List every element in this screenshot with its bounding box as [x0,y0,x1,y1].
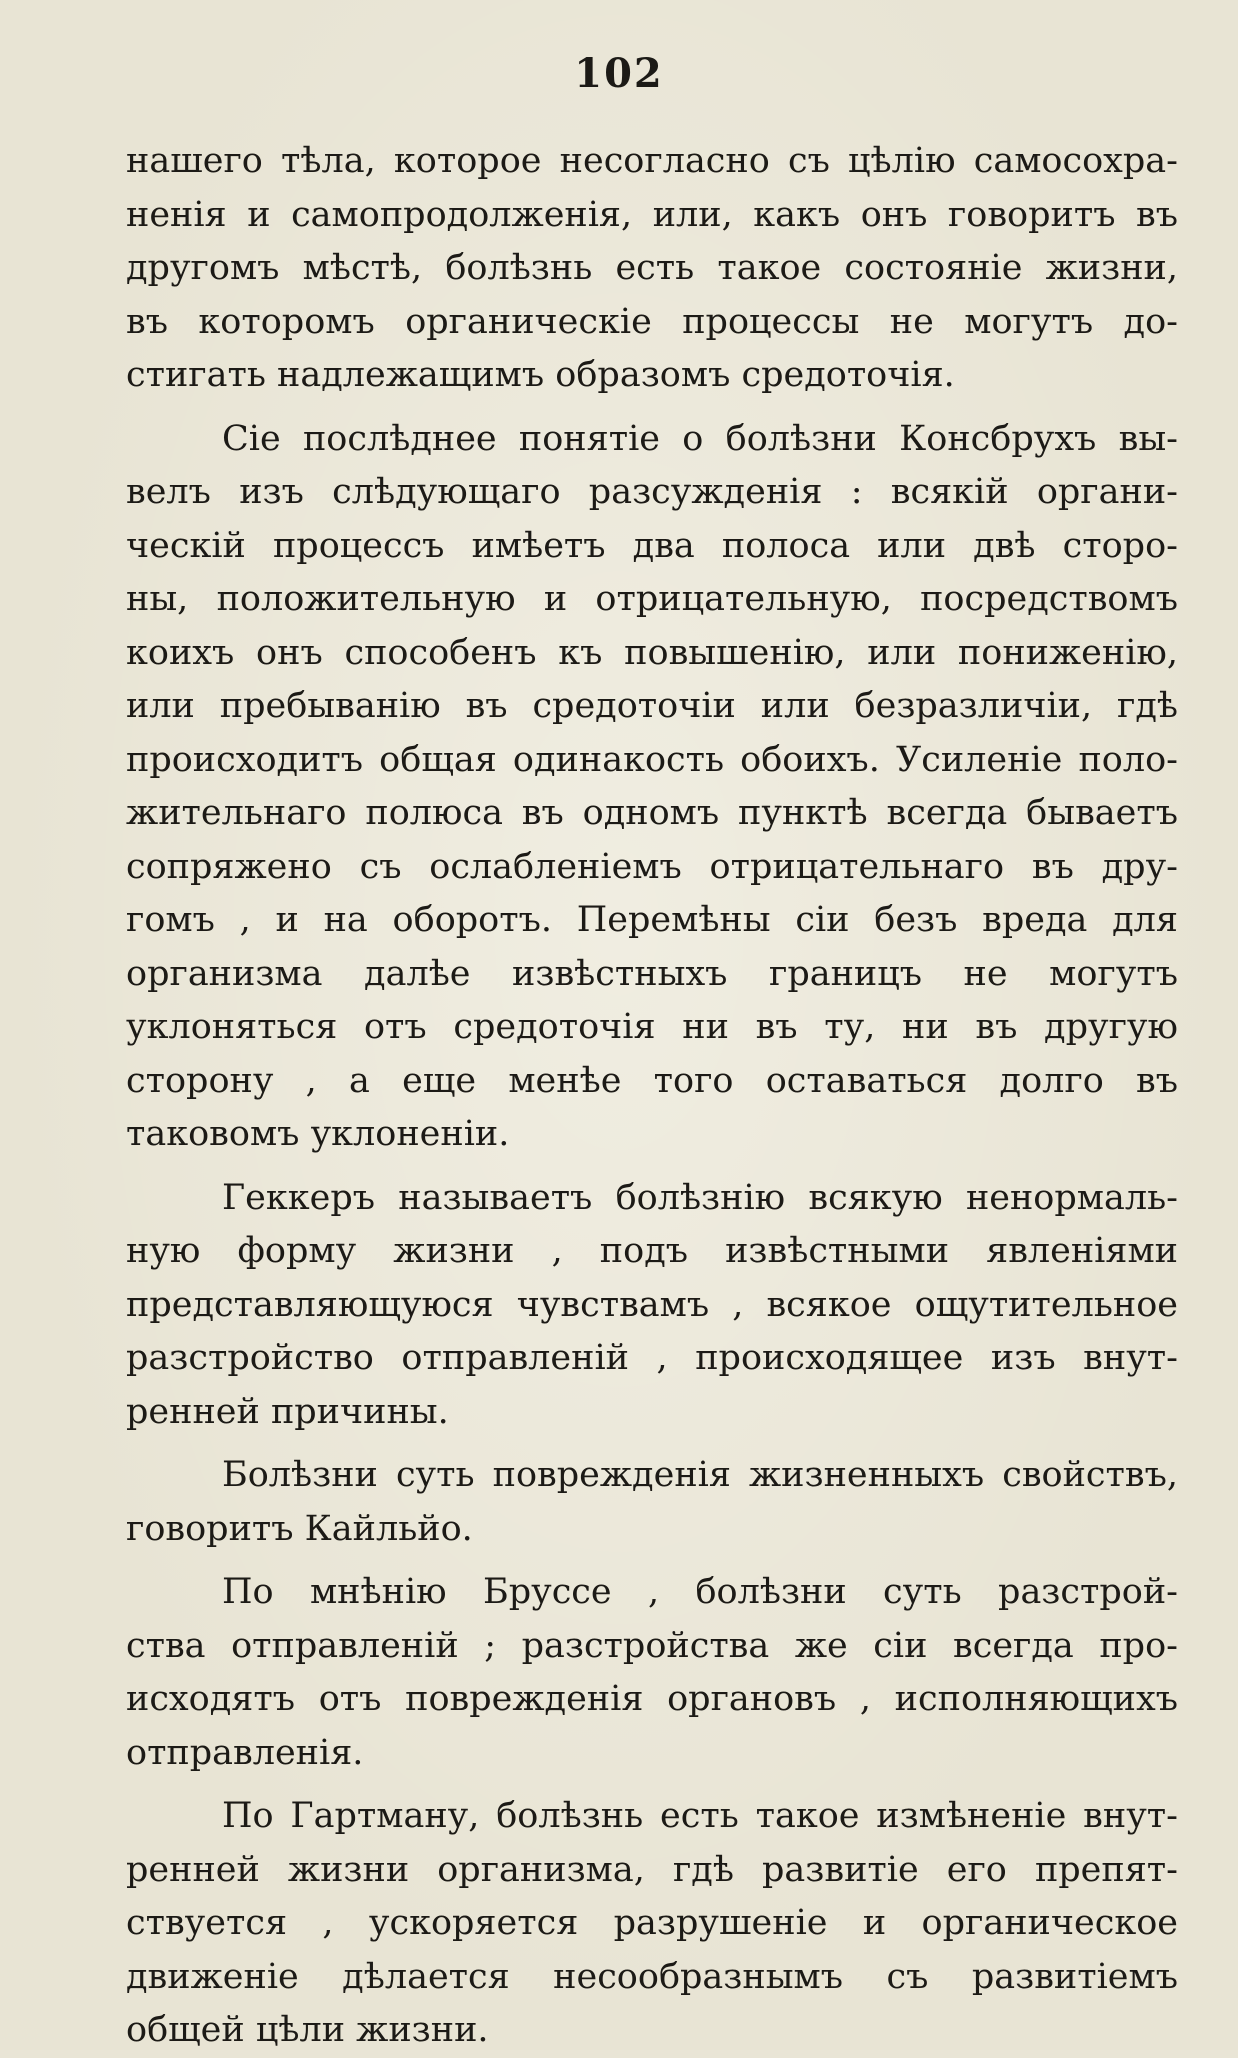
text-line: отправленія. [126,1732,364,1773]
paragraph [126,413,1178,1162]
text-line: движеніе дѣлается несообразнымъ съ развитіемъ [126,1956,1178,1997]
text-line: общей цѣли жизни. [126,2010,489,2050]
text-line: организма далѣе извѣстныхъ границъ не могутъ [126,953,1178,994]
text-line: гомъ , и на оборотъ. Перемѣны сіи безъ вреда для [126,900,1178,940]
text-line: стигать надлежащимъ образомъ средоточія. [126,355,955,395]
text-line: коихъ онъ способенъ къ повышенію, или пониженію, [126,632,1178,673]
text-line: жительнаго полюса въ одномъ пунктѣ всегда бываетъ [126,793,1178,833]
text-line: ствуется , ускоряется разрушеніе и органическое [126,1903,1178,1943]
paragraph [126,135,1178,403]
paragraph [126,1790,1178,2058]
text-line: ны, положительную и отрицательную, посредствомъ [126,579,1178,619]
text-line: По мнѣнію Бруссе , болѣзни суть разстрой- [222,1572,1178,1612]
paragraph [126,1566,1178,1780]
text-line: ренней жизни организма, гдѣ развитіе его препят- [126,1849,1178,1890]
paragraph [126,1449,1178,1556]
text-line: По Гартману, болѣзнь есть такое измѣненіе внут- [222,1796,1178,1836]
text-line: велъ изъ слѣдующаго разсужденія : всякій органи- [126,472,1178,512]
text-line: таковомъ уклоненіи. [126,1114,510,1154]
page-number: 102 [574,50,664,97]
text-line: уклоняться отъ средоточія ни въ ту, ни въ другую [126,1007,1178,1047]
text-line: разстройство отправленій , происходящее изъ внут- [126,1338,1178,1378]
text-line: ренней причины. [126,1391,449,1432]
text-line: происходитъ общая одинакость обоихъ. Усиленіе поло- [126,739,1178,780]
text-line: въ которомъ органическіе процессы не могутъ до- [126,301,1178,342]
text-line: Геккеръ называетъ болѣзнію всякую ненормаль- [222,1177,1178,1218]
text-line: ненія и самопродолженія, или, какъ онъ говоритъ въ [126,194,1178,235]
text-line: сопряжено съ ослабленіемъ отрицательнаго въ дру- [126,846,1178,887]
text-line: представляющуюся чувствамъ , всякое ощутительное [126,1284,1178,1325]
text-line: ства отправленій ; разстройства же сіи всегда про- [126,1625,1178,1666]
text-line: или пребыванію въ средоточіи или безразличіи, гдѣ [126,686,1178,726]
text-line: сторону , а еще менѣе того оставаться долго въ [126,1060,1178,1101]
text-line: Сіе послѣднее понятіе о болѣзни Консбрухъ вы- [222,418,1178,459]
text-line: нашего тѣла, которое несогласно съ цѣлію самосохра- [126,141,1178,181]
text-line: ную форму жизни , подъ извѣстными явленіями [126,1231,1178,1271]
text-line: говоритъ Кайльйо. [126,1508,473,1549]
text-line: другомъ мѣстѣ, болѣзнь есть такое состояніе жизни, [126,248,1178,288]
text-line: Болѣзни суть поврежденія жизненныхъ свойствъ, [222,1455,1178,1495]
text-line: ческій процессъ имѣетъ два полоса или двѣ сторо- [126,525,1178,566]
paragraph [126,1172,1178,1440]
body-text [126,135,1178,2058]
text-line: исходятъ отъ поврежденія органовъ , исполняющихъ [126,1679,1178,1719]
